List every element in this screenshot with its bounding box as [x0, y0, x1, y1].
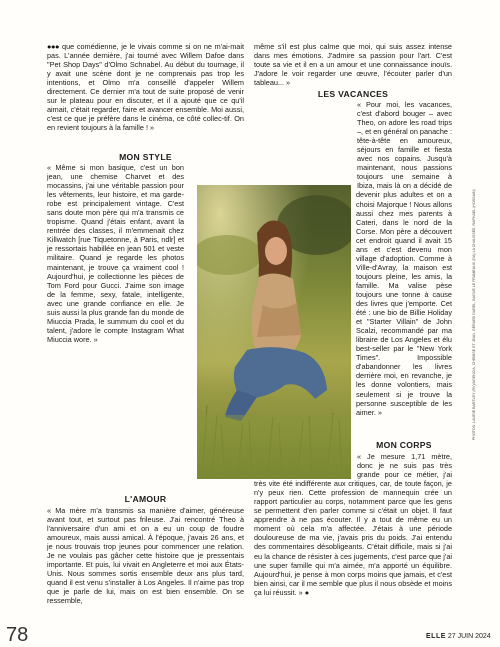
intro-paragraph: ●●● que comédienne, je le vivais comme si on ne m'ai-mait pas. L'année dernière, j'ai tourné avec Willem Dafoe dans "Pet Shop Days" d'Olmo Schnabel. Au début du tournage, il y avait une scène dont je ne comprenais pas trop les intentions, et Olmo m'a conseillé d'appeler Willem directement. Ce dernier m'a tout de suite proposé de venir sur le plateau pour en discuter, et il a ajouté que ce qu'il aimait, c'était regarder, faire et avancer ensemble. Moi aussi, c'est ce que je préfère dans le cinéma, ce côté collec-tif. On en revient toujours à la famille ! » — [47, 42, 244, 133]
vacances-paragraph: « Pour moi, les vacances, c'est d'abord bouger – avec Theo, on adore les road trips –, et en général on panache : tête-à-tête en amoureux, séjours en famille et fiesta avec nos copains. Jusqu'à maintenant, nous passions toujours une semaine à Ibiza, mais là on a décidé de devenir plus adultes et on a choisi Majorque ! Nous allons aussi chez mes parents à Cateri, dans le nord de la Corse. Mon père a découvert cet endroit quand il avait 15 ans et c'est devenu mon village d'adoption. Comme à Ville-d'Avray, la maison est toujours pleine, les amis, la famille. Ma valise pèse toujours une tonne à cause des livres que j'emporte. Cet été : une bio de Billie Holiday et "Starter Villain" de John Scalzi, recommandé par ma libraire de Los Angeles et élu best-seller par le "New York Times". Impossible d'abandonner les livres derrière moi, en revanche, je les donne volontiers, mais seulement si je trouve la personne susceptible de les aimer. » — [356, 100, 452, 417]
issue-date: 27 JUIN 2024 — [447, 633, 491, 640]
style-paragraph: « Même si mon basique, c'est un bon jean, une chemise Charvet et des mocassins, j'ai une véritable passion pour les vêtements, leur histoire, et ma garde-robe est principalement vintage. C'est sans doute mon père qui m'a transmis ce tropisme. Quand j'étais enfant, avant la rentrée des classes, il m'emmenait chez Killwatch [rue Tiquetonne, à Paris, ndlr] et je ressortais habillée en jean 501 et veste militaire. Quand je regarde les photos maintenant, je trouve ça vraiment cool ! Aujourd'hui, je collectionne les pièces de Tom Ford pour Gucci. J'aime son image de la femme, sexy, fatale, intelligente, avec une grande confiance en elle. Je suis aussi la plus grande fan du monde de Miuccia Prada, le summum du cool et du talent, j'adore le compte Instagram What Miuccia wore. » — [47, 163, 184, 344]
amour-paragraph: « Ma mère m'a transmis sa manière d'aimer, généreuse avant tout, et surtout pas frileuse. J'ai rencontré Theo à l'anniversaire d'un ami et on a eu un coup de foudre amoureux, mais aussi amical. À l'époque, j'avais 26 ans, et je nous trouvais trop jeunes pour commencer une relation. Je ne voulais pas gâcher cette histoire que je pressentais importante. Et puis, lui vivait en Angleterre et moi aux États-Unis. Nous sommes sortis ensemble deux ans plus tard, quand il est venu s'installer à Los Angeles. Il n'aime pas trop que je parle de lui, mais on est bien ensemble. On se ressemble, — [47, 506, 244, 606]
magazine-name: ELLE — [426, 633, 446, 640]
heading-l-amour: L'AMOUR — [124, 494, 167, 504]
col2-top-paragraph: même s'il est plus calme que moi, qui suis assez intense dans mes émotions. J'admire sa passion pour l'art. C'est toute sa vie et il en a un amour et une connaissance inouïs. J'adore le voir regarder une œuvre, l'écouter parler d'un tableau... » — [254, 42, 452, 88]
heading-les-vacances: LES VACANCES — [317, 89, 389, 99]
end-bullet-icon: ● — [304, 587, 310, 597]
bullet-dots-icon: ●●● — [47, 42, 60, 51]
page-number: 78 — [6, 624, 29, 646]
heading-mon-style: MON STYLE — [119, 152, 172, 162]
footer — [426, 633, 491, 640]
corps-paragraph: « Je mesure 1,71 mètre, donc je ne suis pas très grande pour ce métier, j'ai très vite été indifférente aux critiques, car, de toute façon, je n'y peux rien. Cette profession de mannequin crée un rapport particulier au corps, notamment parce que les gens se permettent d'en parler comme si c'était un objet. Il faut apprendre à ne pas écouter. Il y a tout de même eu un moment où cela m'a affectée. J'étais à une période douloureuse de ma vie, j'avais pris du poids. J'ai entendu des commentaires désobligeants. C'était difficile, mais si j'ai eu la chance de résister à ces jugements, c'est parce que j'ai une super famille qui m'a aimée, m'a apporté un équilibre. Aujourd'hui, je pense à mon corps moins que jamais, et c'est bien ainsi, car il me semble que plus il nous obsède et moins ça lui réussit. » ● — [254, 452, 452, 597]
photo-credit: PHOTOS: LAURIE BARTLEY (RV)/AGENCIA, CHEMISE ET JEAN, GÉRARD DAREL, BAGUE LE FRAMEAUX (DA) LA CHAUSSÉE, RAPHAEL (HOSSAIN) — [472, 189, 476, 440]
heading-mon-corps: MON CORPS — [376, 440, 432, 450]
